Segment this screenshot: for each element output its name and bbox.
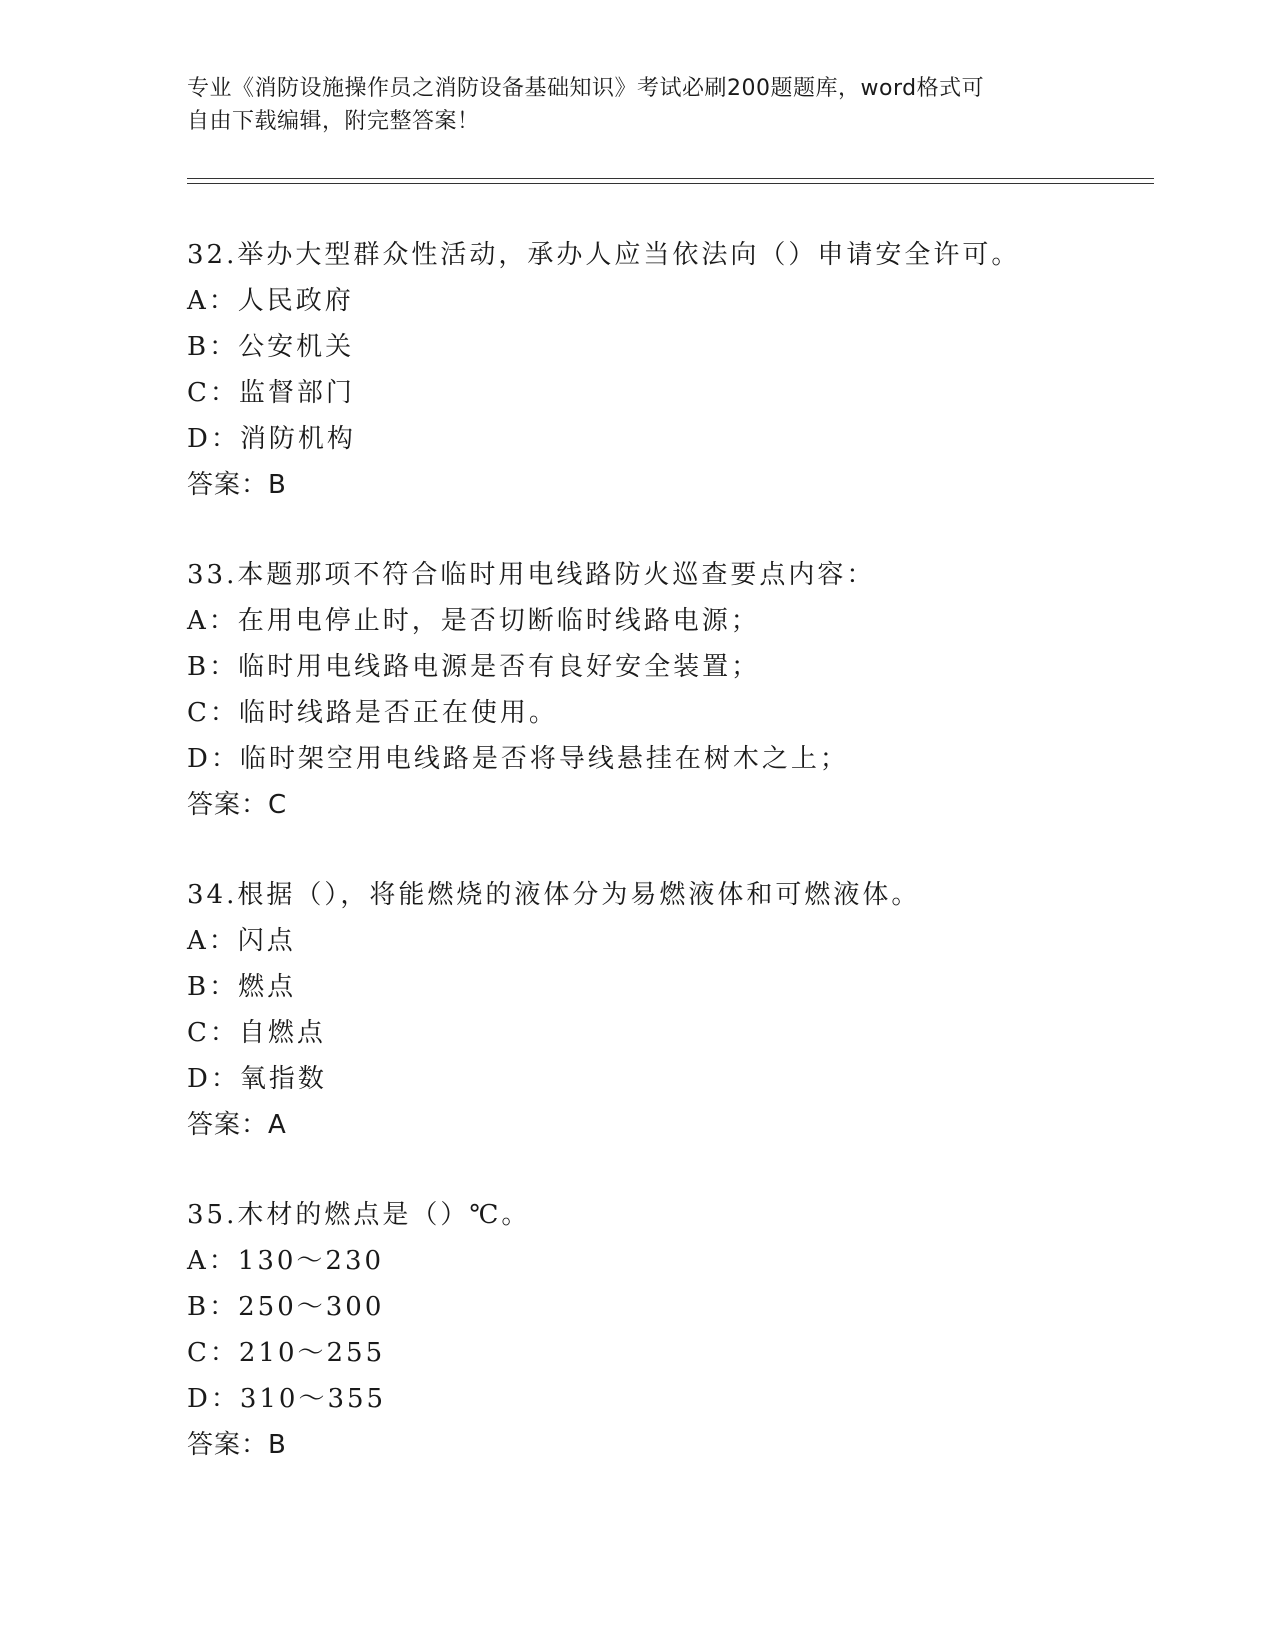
question-block xyxy=(187,552,1147,828)
question-block xyxy=(187,1192,1147,1468)
option-a: A：在用电停止时，是否切断临时线路电源； xyxy=(187,606,760,636)
question-stem: 33.本题那项不符合临时用电线路防火巡查要点内容： xyxy=(187,560,876,590)
question-stem: 32.举办大型群众性活动，承办人应当依法向（）申请安全许可。 xyxy=(187,240,1021,270)
question-block xyxy=(187,232,1147,508)
answer-line: 答案：A xyxy=(187,1110,287,1140)
answer-line: 答案：C xyxy=(187,790,288,820)
option-b: B：公安机关 xyxy=(187,332,355,362)
header-divider-bottom xyxy=(187,183,1154,184)
header-line-2: 自由下载编辑，附完整答案！ xyxy=(187,109,480,134)
question-stem: 34.根据（），将能燃烧的液体分为易燃液体和可燃液体。 xyxy=(187,880,921,910)
option-d: D：氧指数 xyxy=(187,1064,327,1094)
header-line-1: 专业《消防设施操作员之消防设备基础知识》考试必刷200题题库，word格式可 xyxy=(187,76,985,101)
question-block xyxy=(187,872,1147,1148)
option-d: D：临时架空用电线路是否将导线悬挂在树木之上； xyxy=(187,744,849,774)
option-a: A：人民政府 xyxy=(187,286,354,316)
option-c: C：临时线路是否正在使用。 xyxy=(187,698,558,728)
option-c: C：监督部门 xyxy=(187,378,355,408)
option-d: D：消防机构 xyxy=(187,424,356,454)
answer-line: 答案：B xyxy=(187,470,287,500)
option-a: A：闪点 xyxy=(187,926,296,956)
document-header xyxy=(187,72,1067,138)
option-c: C：自燃点 xyxy=(187,1018,326,1048)
header-divider-top xyxy=(187,178,1154,179)
option-a: A：130～230 xyxy=(187,1246,385,1276)
option-d: D：310～355 xyxy=(187,1384,387,1414)
answer-line: 答案：B xyxy=(187,1430,287,1460)
option-b: B：250～300 xyxy=(187,1292,385,1322)
question-stem: 35.木材的燃点是（）℃。 xyxy=(187,1200,531,1230)
option-b: B：临时用电线路电源是否有良好安全装置； xyxy=(187,652,761,682)
option-c: C：210～255 xyxy=(187,1338,386,1368)
option-b: B：燃点 xyxy=(187,972,297,1002)
